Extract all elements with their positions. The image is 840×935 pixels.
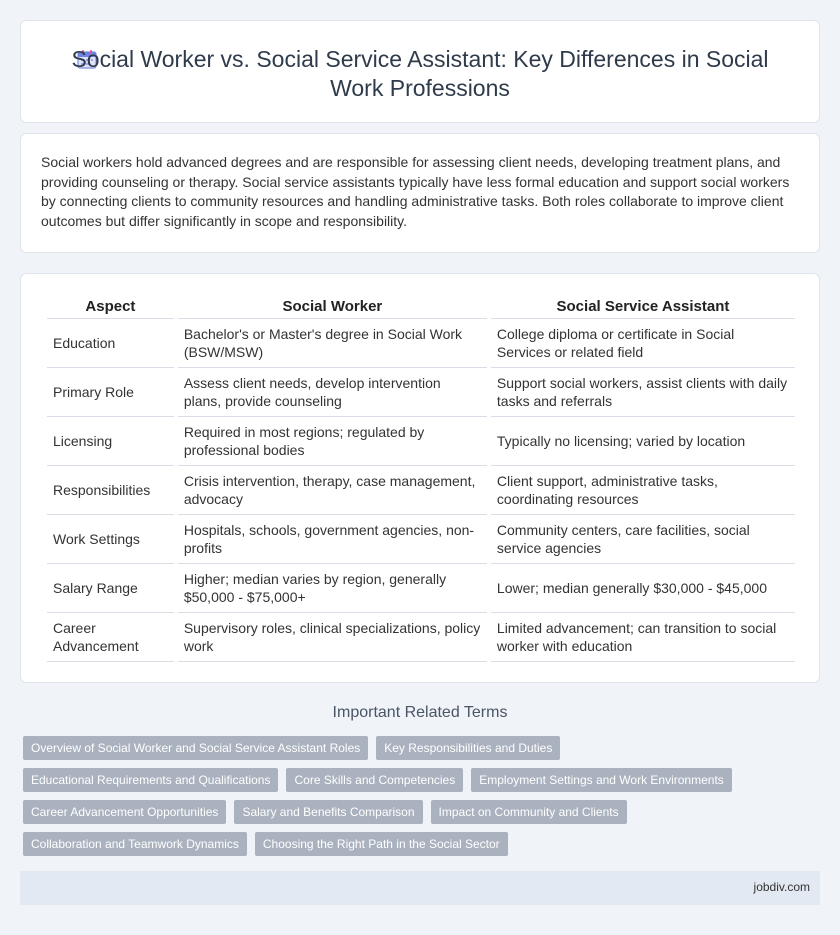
row-assistant: Lower; median generally $30,000 - $45,000: [491, 564, 795, 613]
comparison-table: [43, 296, 799, 662]
row-aspect: Responsibilities: [47, 466, 174, 515]
row-assistant: Limited advancement; can transition to social worker with education: [491, 613, 795, 662]
related-term-tag[interactable]: Collaboration and Teamwork Dynamics: [23, 832, 247, 856]
row-assistant: Support social workers, assist clients with daily tasks and referrals: [491, 368, 795, 417]
related-term-tag[interactable]: Overview of Social Worker and Social Service Assistant Roles: [23, 736, 368, 760]
row-social-worker: Higher; median varies by region, generally $50,000 - $75,000+: [178, 564, 487, 613]
related-terms-heading: Important Related Terms: [332, 704, 508, 721]
table-row: [47, 564, 795, 613]
column-header-aspect: Aspect: [47, 296, 174, 319]
related-term-tag[interactable]: Choosing the Right Path in the Social Sector: [255, 832, 508, 856]
row-social-worker: Bachelor's or Master's degree in Social Work (BSW/MSW): [178, 319, 487, 368]
row-assistant: Client support, administrative tasks, coordinating resources: [491, 466, 795, 515]
column-header-assistant: Social Service Assistant: [491, 296, 795, 319]
row-aspect: Work Settings: [47, 515, 174, 564]
row-social-worker: Supervisory roles, clinical specializations, policy work: [178, 613, 487, 662]
intro-card: [20, 133, 820, 253]
related-term-tag[interactable]: Career Advancement Opportunities: [23, 800, 226, 824]
intro-paragraph: Social workers hold advanced degrees and are responsible for assessing client needs, developing treatment plans, and providing counseling or therapy. Social service assistants typically have less formal education and support social workers by connecting clients to community resources and handling administrative tasks. Both roles collaborate to improve client outcomes but differ significantly in scope and responsibility.: [41, 154, 790, 229]
table-row: [47, 368, 795, 417]
table-row: [47, 417, 795, 466]
row-social-worker: Assess client needs, develop intervention plans, provide counseling: [178, 368, 487, 417]
row-aspect: Licensing: [47, 417, 174, 466]
row-social-worker: Hospitals, schools, government agencies, non-profits: [178, 515, 487, 564]
row-assistant: Typically no licensing; varied by location: [491, 417, 795, 466]
page-title: Social Worker vs. Social Service Assistant: Key Differences in Social Work Professions: [71, 46, 769, 101]
table-header-row: [47, 296, 795, 319]
related-term-tag[interactable]: Salary and Benefits Comparison: [234, 800, 422, 824]
row-social-worker: Crisis intervention, therapy, case management, advocacy: [178, 466, 487, 515]
related-term-tag[interactable]: Core Skills and Competencies: [286, 768, 463, 792]
related-term-tag[interactable]: Employment Settings and Work Environments: [471, 768, 732, 792]
table-row: [47, 515, 795, 564]
related-term-tag[interactable]: Educational Requirements and Qualifications: [23, 768, 278, 792]
row-aspect: Career Advancement: [47, 613, 174, 662]
related-term-tag[interactable]: Key Responsibilities and Duties: [376, 736, 560, 760]
row-social-worker: Required in most regions; regulated by professional bodies: [178, 417, 487, 466]
row-aspect: Salary Range: [47, 564, 174, 613]
related-term-tag[interactable]: Impact on Community and Clients: [431, 800, 627, 824]
footer: [20, 871, 820, 905]
row-assistant: Community centers, care facilities, social service agencies: [491, 515, 795, 564]
row-aspect: Primary Role: [47, 368, 174, 417]
title-card: [20, 20, 820, 123]
table-row: [47, 466, 795, 515]
related-terms-list: [23, 736, 823, 856]
column-header-social-worker: Social Worker: [178, 296, 487, 319]
table-row: [47, 613, 795, 662]
table-row: [47, 319, 795, 368]
comparison-card: [20, 273, 820, 683]
row-assistant: College diploma or certificate in Social Services or related field: [491, 319, 795, 368]
site-link[interactable]: jobdiv.com: [753, 880, 810, 894]
row-aspect: Education: [47, 319, 174, 368]
